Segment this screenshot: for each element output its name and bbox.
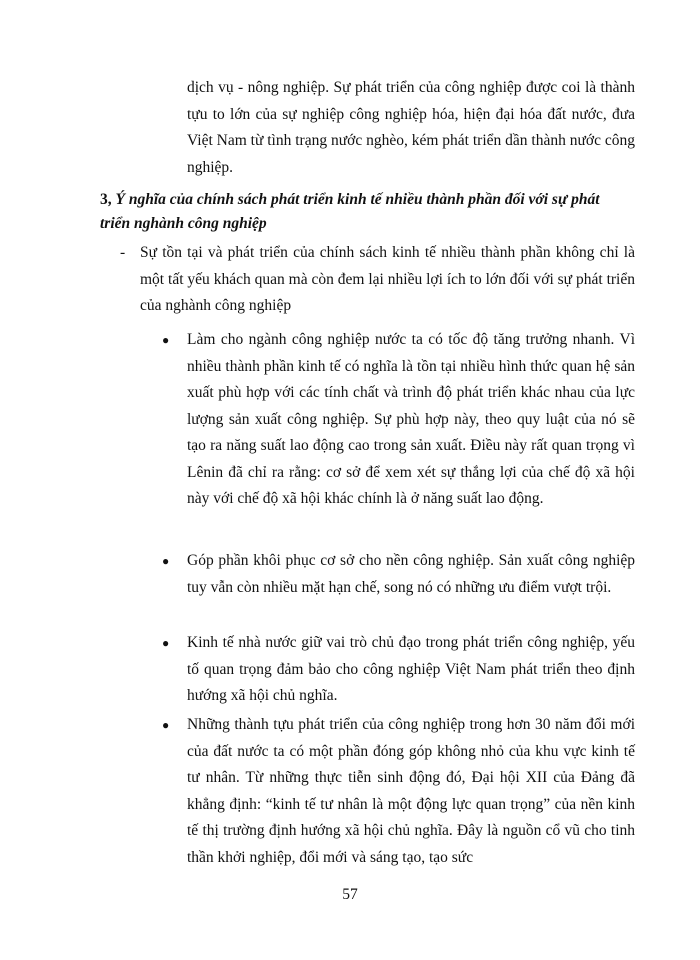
bullet-list-item [162, 548, 635, 601]
bullet-list-item [162, 712, 635, 871]
bullet-icon: ● [162, 636, 170, 650]
bullet-list-item [162, 327, 635, 513]
dash-list-item [120, 240, 635, 320]
bullet-list-item [162, 630, 635, 710]
section-title: Ý nghĩa của chính sách phát triển kinh tế nhiều thành phần đối với sự phát triển nghành công nghiệp [100, 191, 600, 232]
page-number: 57 [342, 886, 358, 903]
bullet-item-text: Làm cho ngành công nghiệp nước ta có tốc độ tăng trưởng nhanh. Vì nhiều thành phần kinh tế có nghĩa là tồn tại nhiều hình thức quan hệ sản xuất phù hợp với các tính chất và trình độ phát triển khác nhau của lực lượng sản xuất công nghiệp. Sự phù hợp này, theo quy luật của nó sẽ tạo ra năng suất lao động cao trong sản xuất. Điều này rất quan trọng vì Lênin đã chỉ ra rằng: cơ sở để xem xét sự thắng lợi của chế độ xã hội này với chế độ xã hội khác chính là ở năng suất lao động. [187, 331, 635, 507]
bullet-item-text: Kinh tế nhà nước giữ vai trò chủ đạo trong phát triển công nghiệp, yếu tố quan trọng đảm bảo cho công nghiệp Việt Nam phát triển theo định hướng xã hội chủ nghĩa. [187, 634, 635, 704]
section-heading [100, 188, 630, 235]
dash-item-text: Sự tồn tại và phát triển của chính sách kinh tế nhiều thành phần không chỉ là một tất yếu khách quan mà còn đem lại nhiều lợi ích to lớn đối với sự phát triển của nghành công nghiệp [140, 244, 635, 314]
bullet-item-text: Những thành tựu phát triển của công nghiệp trong hơn 30 năm đổi mới của đất nước ta có một phần đóng góp không nhỏ của khu vực kinh tế tư nhân. Từ những thực tiễn sinh động đó, Đại hội XII của Đảng đã khẳng định: “kinh tế tư nhân là một động lực quan trọng” của nền kinh tế thị trường định hướng xã hội chủ nghĩa. Đây là nguồn cổ vũ cho tinh thần khởi nghiệp, đổi mới và sáng tạo, tạo sức [187, 716, 635, 866]
intro-paragraph: dịch vụ - nông nghiệp. Sự phát triển của công nghiệp được coi là thành tựu to lớn của sự nghiệp công nghiệp hóa, hiện đại hóa đất nước, đưa Việt Nam từ tình trạng nước nghèo, kém phát triển dần thành nước công nghiệp. [187, 79, 635, 176]
bullet-icon: ● [162, 333, 170, 347]
bullet-icon: ● [162, 718, 170, 732]
bullet-icon: ● [162, 554, 170, 568]
bullet-item-text: Góp phần khôi phục cơ sở cho nền công nghiệp. Sản xuất công nghiệp tuy vẫn còn nhiều mặt hạn chế, song nó có những ưu điểm vượt trội. [187, 552, 635, 596]
section-number: 3, [100, 191, 112, 208]
dash-marker: - [120, 244, 126, 261]
